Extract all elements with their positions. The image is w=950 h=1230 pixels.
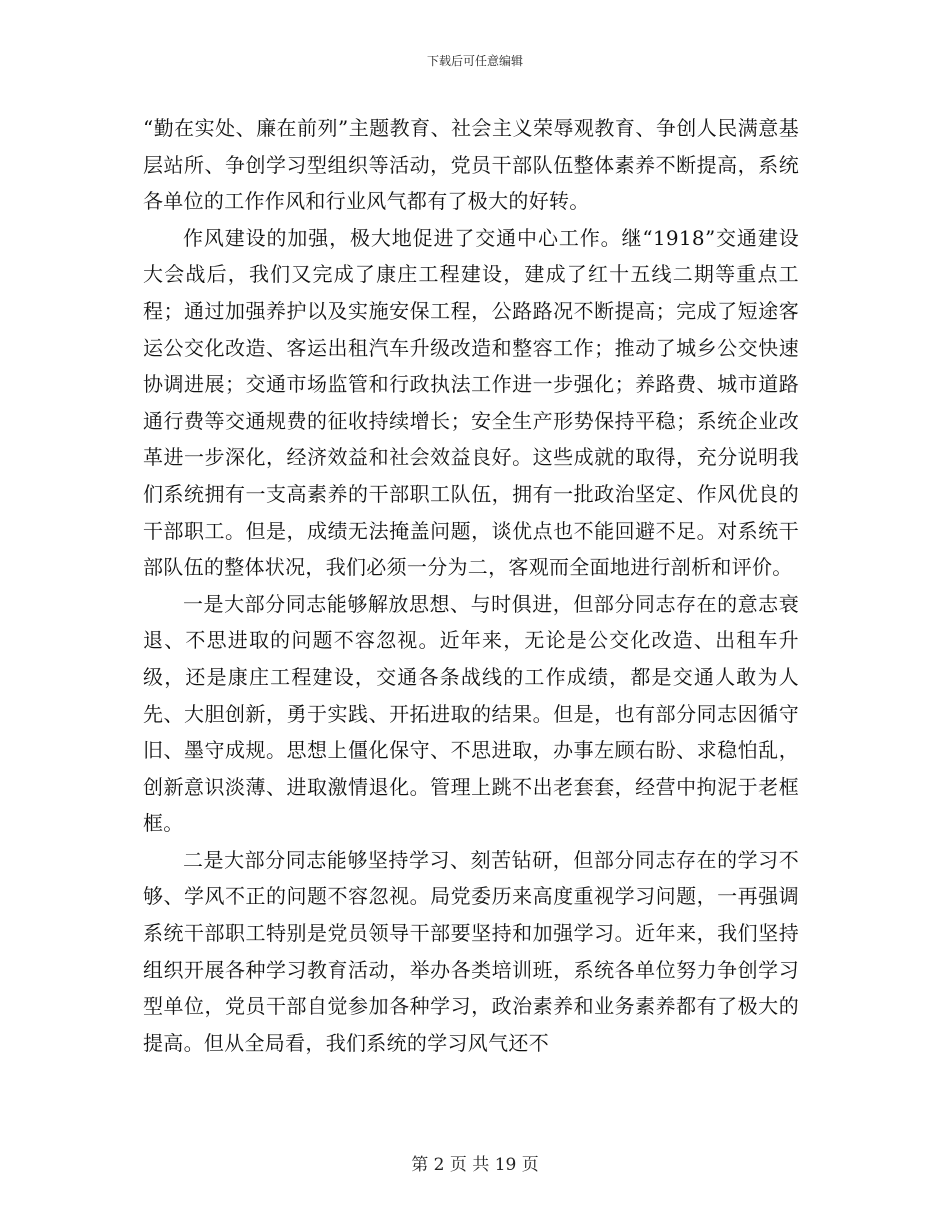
- paragraph-point-two: 二是大部分同志能够坚持学习、刻苦钻研，但部分同志存在的学习不够、学风不正的问题不容忽视。局党委历来高度重视学习问题，一再强调系统干部职工特别是党员领导干部要坚持和加强学习。近年来，我们坚持组织开展各种学习教育活动，举办各类培训班，系统各单位努力争创学习型单位，党员干部自觉参加各种学习，政治素养和业务素养都有了极大的提高。但从全局看，我们系统的学习风气还不: [143, 847, 799, 1055]
- paragraph-work-style: 作风建设的加强，极大地促进了交通中心工作。继“1918”交通建设大会战后，我们又完成了康庄工程建设，建成了红十五线二期等重点工程；通过加强养护以及实施安保工程，公路路况不断提高；完成了短途客运公交化改造、客运出租汽车升级改造和整容工作；推动了城乡公交快速协调进展；交通市场监管和行政执法工作进一步强化；养路费、城市道路通行费等交通规费的征收持续增长；安全生产形势保持平稳；系统企业改革进一步深化，经济效益和社会效益良好。这些成就的取得，充分说明我们系统拥有一支高素养的干部职工队伍，拥有一批政治坚定、作风优良的干部职工。但是，成绩无法掩盖问题，谈优点也不能回避不足。对系统干部队伍的整体状况，我们必须一分为二，客观而全面地进行剖析和评价。: [143, 225, 799, 580]
- document-body: [143, 110, 799, 1061]
- page-header-note: 下载后可任意编辑: [426, 54, 523, 68]
- page-number: 第 2 页 共 19 页: [411, 1155, 539, 1175]
- paragraph-continuation: “勤在实处、廉在前列”主题教育、社会主义荣辱观教育、争创人民满意基层站所、争创学习型组织等活动，党员干部队伍整体素养不断提高，系统各单位的工作作风和行业风气都有了极大的好转。: [143, 116, 799, 214]
- paragraph-point-one: 一是大部分同志能够解放思想、与时俱进，但部分同志存在的意志衰退、不思进取的问题不容忽视。近年来，无论是公交化改造、出租车升级，还是康庄工程建设，交通各条战线的工作成绩，都是交通人敢为人先、大胆创新，勇于实践、开拓进取的结果。但是，也有部分同志因循守旧、墨守成规。思想上僵化保守、不思进取，办事左顾右盼、求稳怕乱，创新意识淡薄、进取激情退化。管理上跳不出老套套，经营中拘泥于老框框。: [143, 591, 799, 836]
